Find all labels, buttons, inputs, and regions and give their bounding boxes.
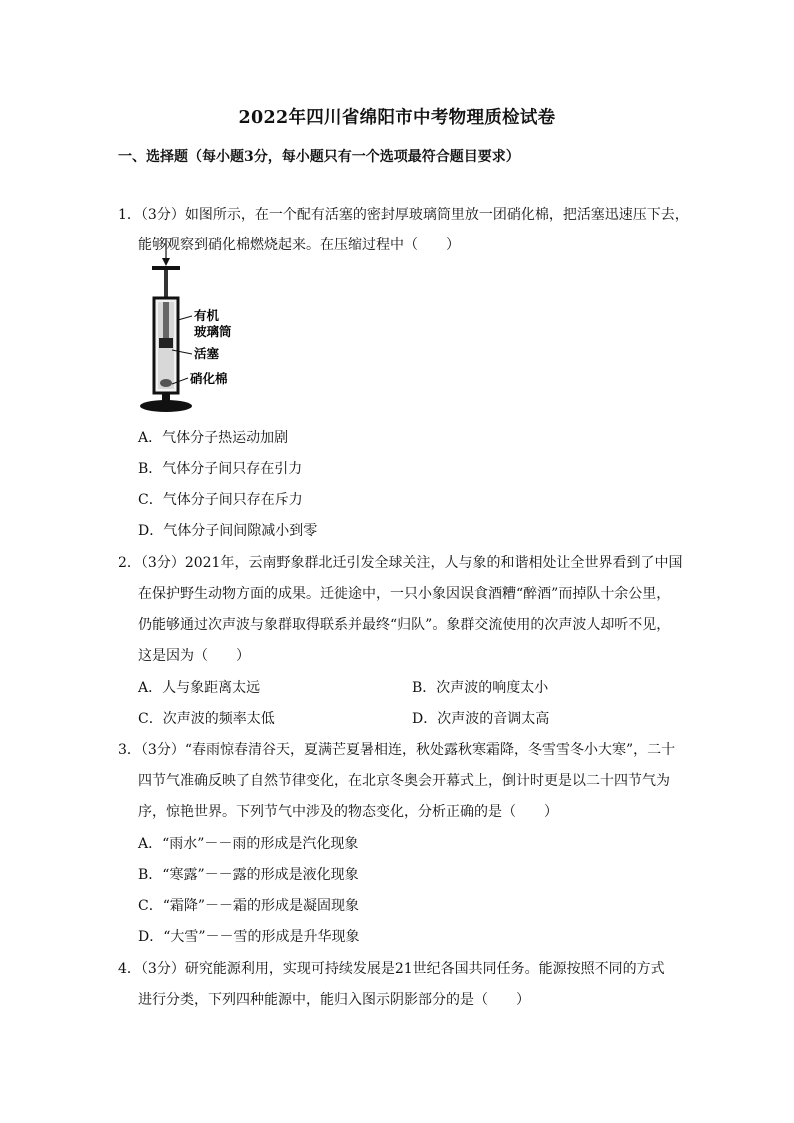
q1-line2: 能够观察到硝化棉燃烧起来。在压缩过程中（ ） [138,237,460,253]
q4-line1: 4．（3分）研究能源利用，实现可持续发展是21世纪各国共同任务。能源按照不同的方式 [118,961,665,977]
figure-label-nitrocellulose: 硝化棉 [190,371,228,386]
q2-option-b: B．次声波的响度太小 [412,680,549,696]
q2-line1: 2．（3分）2021年，云南野象群北迁引发全球关注，人与象的和谐相处让全世界看到了中国 [118,555,683,571]
q1-option-b: B．气体分子间只存在引力 [138,461,303,477]
q1-line1: 1．（3分）如图所示，在一个配有活塞的密封厚玻璃筒里放一团硝化棉，把活塞迅速压下去， [118,207,689,223]
q4-line2: 进行分类，下列四种能源中，能归入图示阴影部分的是（ ） [138,992,530,1008]
q3-line2: 四节气准确反映了自然节律变化，在北京冬奥会开幕式上，倒计时更是以二十四节气为 [138,773,670,789]
q1-option-a: A．气体分子热运动加剧 [138,430,289,446]
q2-option-a: A．人与象距离太远 [138,680,261,696]
figure-label-organic: 有机 [194,308,220,323]
q3-line1: 3．（3分）“春雨惊春清谷天，夏满芒夏暑相连，秋处露秋寒霜降，冬雪雪冬小大寒”，二十 [118,742,676,758]
q1-option-d: D．气体分子间间隙减小到零 [138,523,318,539]
q2-line2: 在保护野生动物方面的成果。迁徙途中，一只小象因误食酒糟“醉酒”而掉队十余公里， [138,586,671,602]
q2-option-c: C．次声波的频率太低 [138,711,275,727]
section-heading: 一、选择题（每小题3分，每小题只有一个选项最符合题目要求） [118,149,520,165]
q3-option-c: C．“霜降”－－霜的形成是凝固现象 [138,898,360,914]
q2-line3: 仍能够通过次声波与象群取得联系并最终“归队”。象群交流使用的次声波人却听不见， [138,617,671,633]
figure-label-glass-tube: 玻璃筒 [194,324,232,339]
q3-option-b: B．“寒露”－－露的形成是液化现象 [138,867,359,883]
q3-option-d: D．“大雪”－－雪的形成是升华现象 [138,929,360,945]
q1-option-c: C．气体分子间只存在斥力 [138,492,303,508]
syringe-apparatus-figure [136,238,266,418]
q3-option-a: A．“雨水”－－雨的形成是汽化现象 [138,836,359,852]
q2-line4: 这是因为（ ） [138,648,250,664]
figure-label-piston: 活塞 [194,346,220,361]
page-title: 2022年四川省绵阳市中考物理质检试卷 [238,108,556,128]
q3-line3: 序，惊艳世界。下列节气中涉及的物态变化，分析正确的是（ ） [138,804,558,820]
q2-option-d: D．次声波的音调太高 [412,711,550,727]
